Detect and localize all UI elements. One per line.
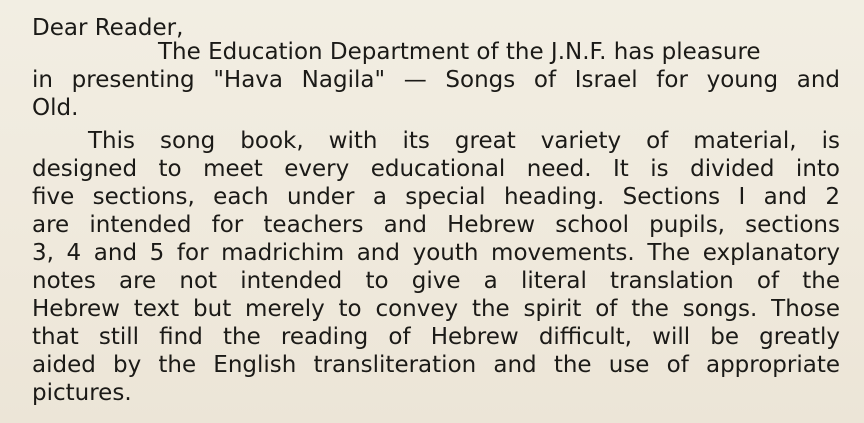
paragraph-2-line-1: This song book, with its great variety of material, is — [88, 128, 840, 154]
paragraph-2-line-2: designed to meet every educational need. It is divided into — [32, 156, 840, 182]
paragraph-2-line-7: Hebrew text but merely to convey the spirit of the songs. Those — [32, 296, 840, 322]
paragraph-1-line-1: The Education Department of the J.N.F. has pleasure — [158, 39, 761, 65]
paragraph-1-line-2: in presenting "Hava Nagila" — Songs of Israel for young and — [32, 67, 840, 93]
paragraph-1-line-3: Old. — [32, 95, 79, 121]
salutation: Dear Reader, — [32, 15, 184, 41]
paragraph-2-line-3: five sections, each under a special heading. Sections I and 2 — [32, 184, 840, 210]
paragraph-2-line-4: are intended for teachers and Hebrew school pupils, sections — [32, 212, 840, 238]
paragraph-2-line-8: that still find the reading of Hebrew difficult, will be greatly — [32, 324, 840, 350]
paragraph-2-line-5: 3, 4 and 5 for madrichim and youth movements. The explanatory — [32, 240, 840, 266]
paragraph-2-line-6: notes are not intended to give a literal translation of the — [32, 268, 840, 294]
paragraph-2-line-10: pictures. — [32, 380, 132, 406]
paragraph-2-line-9: aided by the English transliteration and the use of appropriate — [32, 352, 840, 378]
